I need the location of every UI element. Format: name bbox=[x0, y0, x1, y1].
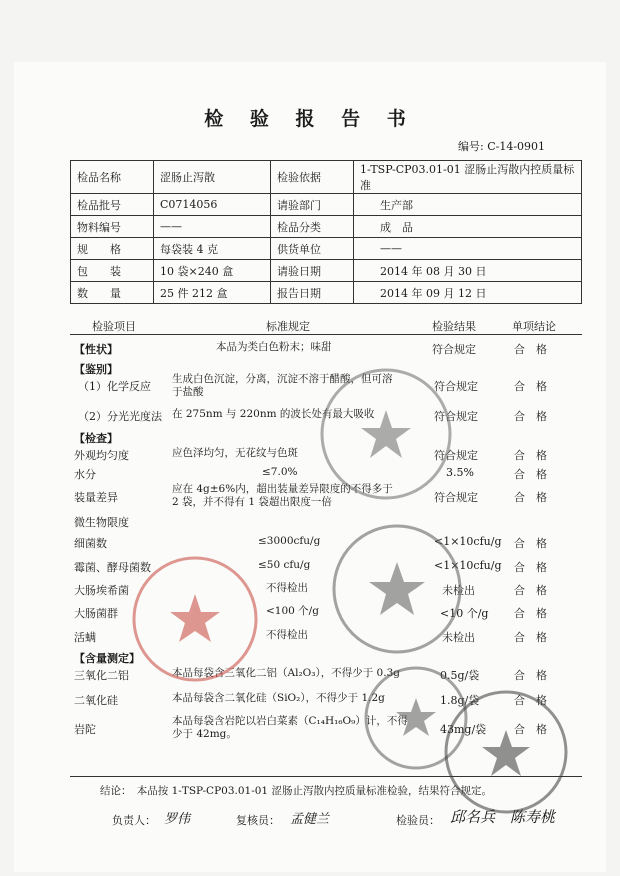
huaxue-item: （1）化学反应 bbox=[78, 380, 151, 393]
info-label: 数 量 bbox=[71, 282, 154, 304]
fuzeren-signature: 罗伟 bbox=[164, 812, 191, 827]
info-value: 每袋装 4 克 bbox=[154, 238, 271, 260]
shuifen-std: ≤7.0% bbox=[262, 466, 298, 478]
info-row bbox=[71, 260, 582, 282]
yantuo-std-line2: 少于 42mg。 bbox=[172, 728, 237, 740]
info-value: 生产部 bbox=[354, 194, 582, 216]
jianyanyuan-signature: 邱名兵 陈寿桃 bbox=[450, 808, 556, 826]
fenguang-item: （2）分光光度法 bbox=[78, 410, 162, 423]
waiguan-result: 符合规定 bbox=[434, 449, 478, 462]
xijun-result: <1×10cfu/g bbox=[434, 535, 502, 548]
aixi-item: 大肠埃希菌 bbox=[74, 584, 129, 597]
aixi-std: 不得检出 bbox=[266, 582, 308, 594]
gui-std: 本品每袋含二氧化硅（SiO₂），不得少于 1.2g bbox=[172, 692, 385, 704]
info-table bbox=[70, 160, 582, 304]
huoman-conclusion: 合 格 bbox=[514, 631, 547, 644]
section-xingzhuang: 【性状】 bbox=[74, 343, 118, 356]
info-row bbox=[71, 216, 582, 238]
dachang-result: <10 个/g bbox=[440, 607, 489, 620]
waiguan-std: 应色泽均匀，无花纹与色斑 bbox=[172, 447, 298, 459]
lv-item: 三氧化二铝 bbox=[74, 669, 129, 682]
aixi-result: 未检出 bbox=[442, 584, 475, 597]
xingzhuang-std: 本品为类白色粉末；味甜 bbox=[216, 341, 332, 353]
info-value: 25 件 212 盒 bbox=[154, 282, 271, 304]
huoman-item: 活螨 bbox=[74, 631, 96, 644]
info-label: 检验依据 bbox=[271, 161, 354, 194]
info-label: 请验日期 bbox=[271, 260, 354, 282]
info-label: 规 格 bbox=[71, 238, 154, 260]
waiguan-conclusion: 合 格 bbox=[514, 449, 547, 462]
info-value: 1-TSP-CP03.01-01 涩肠止泻散内控质量标准 bbox=[354, 161, 582, 194]
yantuo-conclusion: 合 格 bbox=[514, 723, 547, 736]
huaxue-result: 符合规定 bbox=[434, 380, 478, 393]
shuifen-result: 3.5% bbox=[446, 466, 474, 479]
seal-stamp-5 bbox=[440, 686, 572, 818]
report-title: 检 验 报 告 书 bbox=[204, 108, 416, 130]
seal-stamp-3-red bbox=[128, 552, 262, 686]
conclusion-text: 结论： 本品按 1-TSP-CP03.01-01 涩肠止泻散内控质量标准检验，结果符合规定。 bbox=[100, 785, 492, 797]
info-value: 2014 年 09 月 12 日 bbox=[354, 282, 582, 304]
header-result: 检验结果 bbox=[432, 320, 476, 333]
header-rule bbox=[70, 334, 582, 335]
yantuo-result: 43mg/袋 bbox=[440, 723, 487, 736]
seal-stamp-1 bbox=[316, 364, 456, 504]
info-label: 物料编号 bbox=[71, 216, 154, 238]
info-label: 供货单位 bbox=[271, 238, 354, 260]
xingzhuang-conclusion: 合 格 bbox=[514, 343, 547, 356]
info-label: 检品分类 bbox=[271, 216, 354, 238]
section-hanliang: 【含量测定】 bbox=[74, 652, 140, 665]
shuifen-item: 水分 bbox=[74, 468, 96, 481]
info-value: —— bbox=[354, 238, 582, 260]
fenguang-std: 在 275nm 与 220nm 的波长处有最大吸收 bbox=[172, 408, 375, 420]
yantuo-std-line1: 本品每袋含岩陀以岩白菜素（C₁₄H₁₆O₉）计，不得 bbox=[172, 715, 408, 727]
fenguang-conclusion: 合 格 bbox=[514, 410, 547, 423]
dachang-std: <100 个/g bbox=[266, 605, 319, 617]
document-number: 编号: C-14-0901 bbox=[458, 140, 546, 153]
info-value: —— bbox=[154, 216, 271, 238]
info-value: 2014 年 08 月 30 日 bbox=[354, 260, 582, 282]
xijun-conclusion: 合 格 bbox=[514, 537, 547, 550]
info-row bbox=[71, 238, 582, 260]
xijun-std: ≤3000cfu/g bbox=[258, 535, 321, 547]
header-standard: 标准规定 bbox=[266, 320, 310, 333]
meijun-std: ≤50 cfu/g bbox=[258, 559, 311, 571]
info-label: 检品批号 bbox=[71, 194, 154, 216]
zhuangliang-conclusion: 合 格 bbox=[514, 491, 547, 504]
fuheyuan-signature: 孟健兰 bbox=[290, 812, 330, 827]
meijun-conclusion: 合 格 bbox=[514, 561, 547, 574]
dachang-item: 大肠菌群 bbox=[74, 607, 118, 620]
xijun-item: 细菌数 bbox=[74, 537, 107, 550]
gui-item: 二氧化硅 bbox=[74, 694, 118, 707]
section-weishengwu: 微生物限度 bbox=[74, 516, 129, 529]
info-row bbox=[71, 161, 582, 194]
header-item: 检验项目 bbox=[92, 320, 136, 333]
huaxue-std-line1: 生成白色沉淀，分离，沉淀不溶于醋酸，但可溶 bbox=[172, 373, 393, 385]
waiguan-item: 外观均匀度 bbox=[74, 449, 129, 462]
huoman-result: 未检出 bbox=[442, 631, 475, 644]
info-row bbox=[71, 194, 582, 216]
info-label: 包 装 bbox=[71, 260, 154, 282]
dachang-conclusion: 合 格 bbox=[514, 607, 547, 620]
section-jianbie: 【鉴别】 bbox=[74, 363, 118, 376]
info-row bbox=[71, 282, 582, 304]
huaxue-conclusion: 合 格 bbox=[514, 380, 547, 393]
meijun-result: <1×10cfu/g bbox=[434, 559, 502, 572]
fuzeren-label: 负责人： bbox=[112, 814, 156, 827]
zhuangliang-item: 装量差异 bbox=[74, 491, 118, 504]
xingzhuang-result: 符合规定 bbox=[432, 343, 476, 356]
gui-result: 1.8g/袋 bbox=[440, 694, 480, 707]
info-value: C0714056 bbox=[154, 194, 271, 216]
aixi-conclusion: 合 格 bbox=[514, 584, 547, 597]
info-label: 检品名称 bbox=[71, 161, 154, 194]
zhuangliang-result: 符合规定 bbox=[434, 491, 478, 504]
lv-std: 本品每袋含三氧化二铝（Al₂O₃），不得少于 0.3g bbox=[172, 667, 400, 679]
jianyanyuan-label: 检验员： bbox=[396, 814, 440, 827]
zhuangliang-std-line1: 应在 4g±6%内，超出装量差异限度的不得多于 bbox=[172, 483, 393, 495]
huaxue-std-line2: 于盐酸 bbox=[172, 386, 204, 398]
zhuangliang-std-line2: 2 袋，并不得有 1 袋超出限度一倍 bbox=[172, 496, 332, 508]
section-jiancha: 【检查】 bbox=[74, 432, 118, 445]
info-label: 请验部门 bbox=[271, 194, 354, 216]
header-conclusion: 单项结论 bbox=[512, 320, 556, 333]
yantuo-item: 岩陀 bbox=[74, 723, 96, 736]
gui-conclusion: 合 格 bbox=[514, 694, 547, 707]
shuifen-conclusion: 合 格 bbox=[514, 468, 547, 481]
seal-stamp-2 bbox=[328, 520, 466, 658]
huoman-std: 不得检出 bbox=[266, 629, 308, 641]
info-value: 涩肠止泻散 bbox=[154, 161, 271, 194]
fuheyuan-label: 复核员： bbox=[236, 814, 280, 827]
lv-conclusion: 合 格 bbox=[514, 669, 547, 682]
meijun-item: 霉菌、酵母菌数 bbox=[74, 561, 151, 574]
info-value: 10 袋×240 盒 bbox=[154, 260, 271, 282]
info-label: 报告日期 bbox=[271, 282, 354, 304]
info-value: 成 品 bbox=[354, 216, 582, 238]
lv-result: 0.5g/袋 bbox=[440, 669, 480, 682]
fenguang-result: 符合规定 bbox=[434, 410, 478, 423]
